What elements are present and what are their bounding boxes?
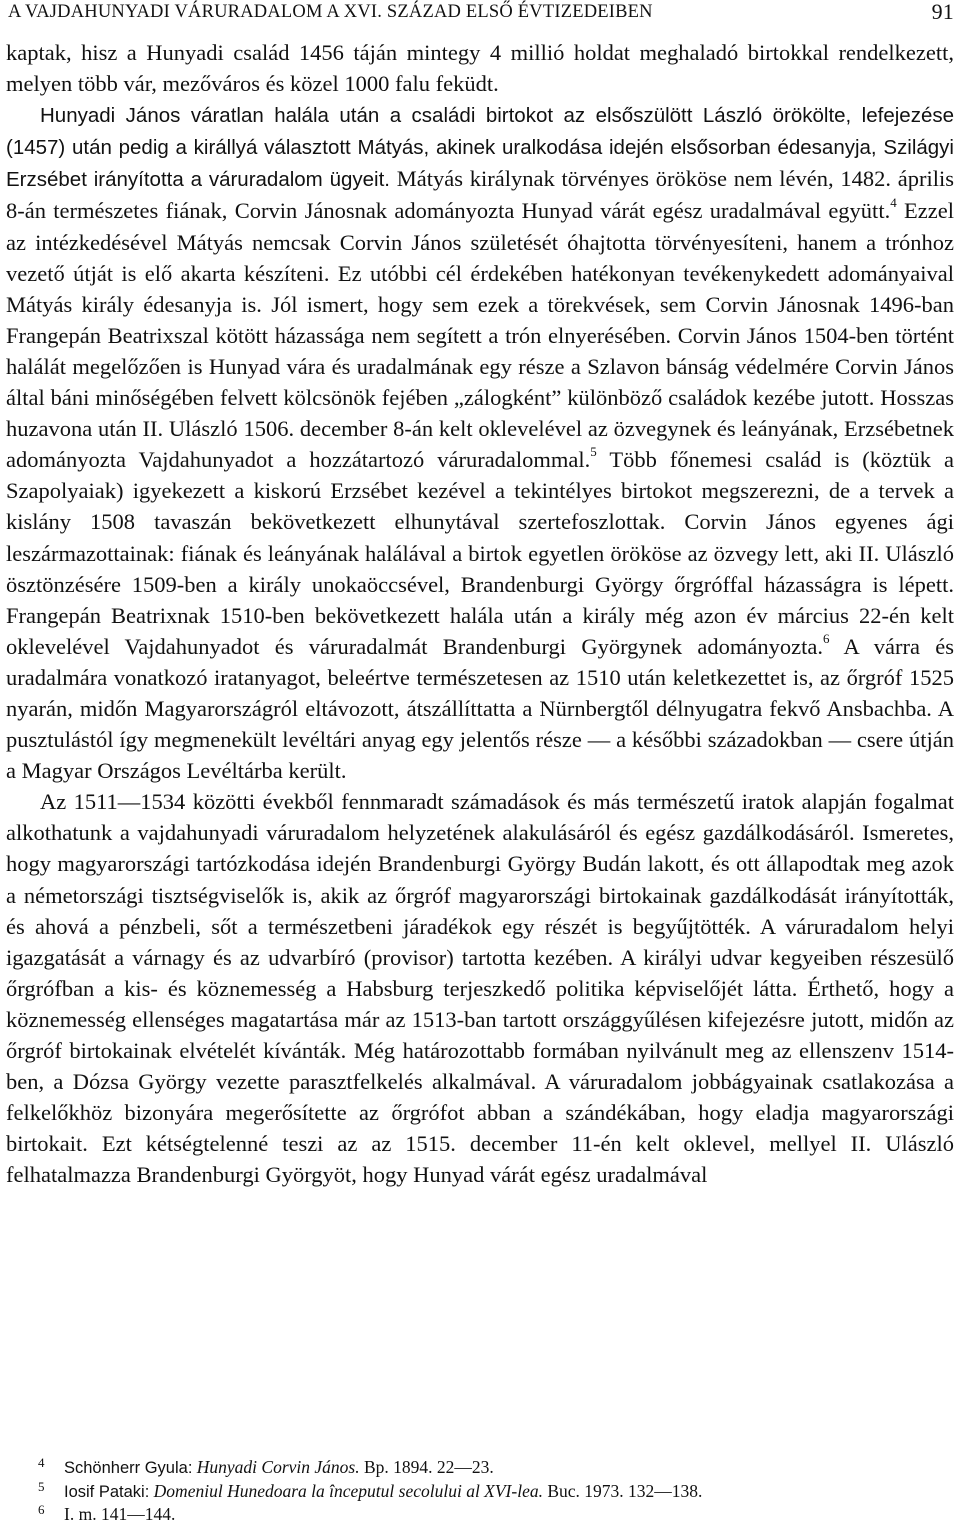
- footnote-ref-6[interactable]: 6: [822, 630, 830, 646]
- running-title: A VAJDAHUNYADI VÁRURADALOM A XVI. SZÁZAD ELSŐ ÉVTIZEDEIBEN: [8, 2, 653, 22]
- footnote-rest: I. m. 141—144.: [64, 1504, 176, 1524]
- paragraph-1: [6, 37, 954, 99]
- footnote-number: 4: [38, 1455, 45, 1470]
- paragraph-2-sans-text: Hunyadi János váratlan halála után a családi birtokot az elsőszülött László örökölte, lefejezése (1457) után pedig a királlyá választott Mátyás, akinek uralkodása idején elsősorban édesanyja, Szilágyi Erzsébet irányította a váruradalom ügyeit.: [6, 104, 954, 192]
- footnote-rest: Buc. 1973. 132—138.: [542, 1480, 703, 1501]
- footnote-ref-5[interactable]: 5: [590, 444, 597, 460]
- paragraph-3: [6, 786, 954, 1190]
- paragraph-2-text-b: Ezzel az intézkedésével Mátyás nemcsak Corvin János születését óhajtotta törvényesíteni, hanem a trónhoz vezető útját is elő akarta készíteni. Ez utóbbi cél érdekében hatékonyan tevékenykedett adományaival Mátyás király édesanyja is. Jól ismert, hogy sem ezek a törekvések, sem Corvin Jánosnak 1496-ban Frangepán Beatrixszal kötött házassága nem segített a trón elnyerésében. Corvin János 1504-ben történt halálát megelőzően is Hunyad vára és uradalmának egy része a Szlavon bánság védelmére Corvin János által báni minőségében felvett kölcsönök fejében „zálogként” különböző családok kezébe jutott. Hosszas huzavona után II. Ulászló 1506. december 8-án kelt oklevelével az özvegynek és leányának, Erzsébetnek adományozta Vajdahunyadot a hozzátartozó váruradalommal.: [6, 198, 954, 473]
- paragraph-3-text: Az 1511—1534 közötti évekből fennmaradt számadások és más természetű iratok alapján fogalmat alkothatunk a vajdahunyadi váruradalom helyzetének alakulásáról és egész gazdálkodásáról. Ismeretes, hogy magyarországi tartózkodása idején Brandenburgi György Budán lakott, és ott állapodtak meg azok a németországi tisztségviselők is, akik az őrgróf magyarországi birtokainak gazdálkodását irányították, és ahová a pénzbeli, sőt a természetbeni járadékok egy részét is begyűjtötték. A váruradalom helyi igazgatását a várnagy és az udvarbíró (provisor) tartotta kezében. A királyi udvar kegyeiben részesülő őrgrófban a kis- és köznemesség a Habsburg terjeszkedő politika képviselőjét látta. Érthető, hogy a köznemesség ellenséges magatartása már az 1513-ban tartott országgyűlésen kifejezésre jutott, midőn az őrgróf birtokainak elvételét kívánták. Még határozottabb formában nyilvánult meg az ellenszenv 1514-ben, a Dózsa György vezette parasztfelkelés alkalmával. A váruradalom jobbágyainak csatlakozása a felkelőkhöz bizonyára megerősítette az őrgrófot abban a szándékában, hogy eladja magyarországi birtokait. Ezt kétségtelenné teszi az az 1515. december 11-én kelt oklevel, mellyel II. Ulászló felhatalmazza Brandenburgi Györgyöt, hogy Hunyad várát egész uradalmával: [6, 789, 954, 1188]
- footnotes: [8, 1456, 948, 1526]
- page-number: 91: [931, 0, 954, 24]
- footnote-4: [8, 1456, 948, 1480]
- footnote-rest: Bp. 1894. 22—23.: [359, 1457, 494, 1477]
- footnote-title: Hunyadi Corvin János.: [196, 1457, 360, 1477]
- body-text: [6, 37, 954, 1190]
- footnote-number: 5: [38, 1478, 45, 1494]
- footnote-6: [8, 1503, 948, 1526]
- footnote-author: Iosif Pataki:: [64, 1482, 150, 1501]
- footnote-author: Schönherr Gyula:: [64, 1459, 193, 1477]
- footnote-ref-4[interactable]: 4: [890, 195, 897, 211]
- page-header: [8, 2, 954, 28]
- footnote-title: Domeniul Hunedoara la începutul secolului al XVI-lea.: [153, 1480, 543, 1501]
- paragraph-2-text-a: Mátyás királynak törvényes örököse nem lévén, 1482. április 8-án természetes fiának, Corvin Jánosnak adományozta Hunyad várát egész uradalmával együtt.: [6, 166, 954, 224]
- paragraph-2-text-c: Több főnemesi család is (köztük a Szapolyaiak) igyekezett a kiskorú Erzsébet kezével a tekintélyes birtokot megszerezni, de a tervek a kislány 1508 tavaszán bekövetkezett elhunytával szertefoszlottak. Corvin János egyenes ági leszármazottainak: fiának és leányának halálával a birtok egyetlen örököse az özvegy lett, aki II. Ulászló ösztönzésére 1509-ben a király unokaöccsével, Brandenburgi György őrgróffal házasságra is lépett. Frangepán Beatrixnak 1510-ben bekövetkezett halála után a király még azon év március 22-én kelt oklevelével Vajdahunyadot és váruradalmát Brandenburgi Györgynek adományozta.: [6, 447, 954, 659]
- paragraph-2: [6, 99, 954, 786]
- paragraph-2-text-d: A várra és uradalmára vonatkozó iratanyagot, beleértve természetesen az 1510 után keletkezettet is, az őrgróf 1525 nyarán, midőn Magyarországról eltávozott, átszállíttatta a Nürnbergtől délnyugatra fekvő Ansbachba. A pusztulástól így megmenekült levéltári anyag egy jelentős része — a későbbi századokban — csere útján a Magyar Országos Levéltárba került.: [6, 633, 954, 784]
- paragraph-1-text: kaptak, hisz a Hunyadi család 1456 táján mintegy 4 millió holdat meghaladó birtokkal rendelkezett, melyen több vár, mezőváros és közel 1000 falu feküdt.: [6, 40, 954, 97]
- footnote-number: 6: [38, 1502, 45, 1517]
- footnote-5: [8, 1480, 948, 1504]
